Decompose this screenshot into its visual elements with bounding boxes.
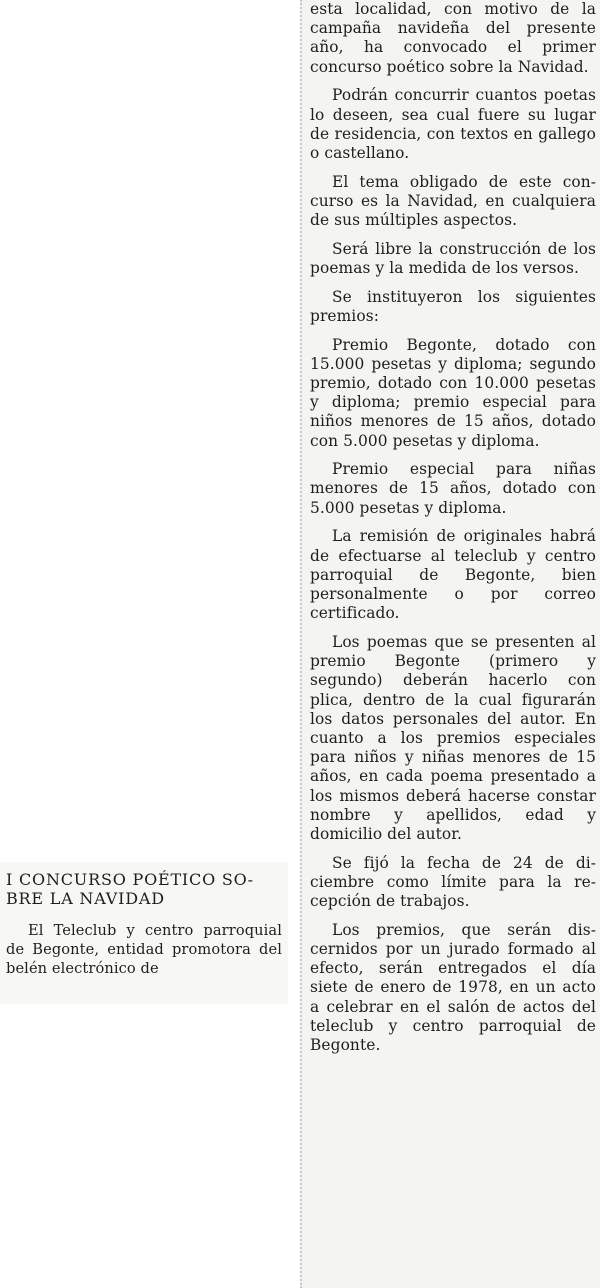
paragraph-deadline: Se fijó la fecha de 24 de diciembre como límite para la recepción de trabajos. [310, 853, 596, 911]
article-headline: I CONCURSO POÉTICO SOBRE LA NAVIDAD [6, 870, 253, 908]
right-column-clipping [300, 0, 600, 1288]
paragraph-submission: La remisión de originales habrá de efectuarse al teleclub y centro parroquial de Begonte, bien personalmente o por correo certificado. [310, 527, 596, 623]
paragraph-prizes-intro: Se instituyeron los siguientes premios: [310, 287, 596, 325]
article-intro-paragraph: El Teleclub y centro parroquial de Begonte, entidad promotora del belén electrónico de [6, 922, 282, 977]
paragraph-participants: Podrán concurrir cuantos poetas lo deseen, sea cual fuere su lugar de residencia, con textos en gallego o castellano. [310, 86, 596, 162]
paragraph-continuation: esta localidad, con motivo de la campaña navideña del presente año, ha convocado el primer concurso poético sobre la Navidad. [310, 0, 596, 76]
paragraph-format: Será libre la construcción de los poemas y la medida de los versos. [310, 239, 596, 277]
paragraph-requirements: Los poemas que se presenten al premio Begonte (primero y segundo) deberán hacerlo con plica, dentro de la cual figurarán los datos personales del autor. En cuanto a los premios especiales para niños y niñas menores de 15 años, en cada poema presentado a los mismos deberá hacerse constar nombre y apellidos, edad y domicilio del autor. [310, 632, 596, 843]
paragraph-prizes-list: Premio Begonte, dotado con 15.000 pesetas y diploma; segundo premio, dotado con 10.000 pesetas y diploma; premio especial para niños menores de 15 años, dotado con 5.000 pesetas y diploma. [310, 335, 596, 450]
paragraph-award-ceremony: Los premios, que serán discernidos por un jurado formado al efecto, serán entregados el día siete de enero de 1978, en un acto a celebrar en el salón de actos del teleclub y centro parroquial de Begonte. [310, 920, 596, 1054]
paragraph-theme: El tema obligado de este concurso es la Navidad, en cualquiera de sus múltiples aspectos. [310, 172, 596, 230]
paragraph-girls-prize: Premio especial para niñas menores de 15 años, dotado con 5.000 pesetas y diploma. [310, 460, 596, 517]
left-column-clipping [0, 862, 288, 1004]
